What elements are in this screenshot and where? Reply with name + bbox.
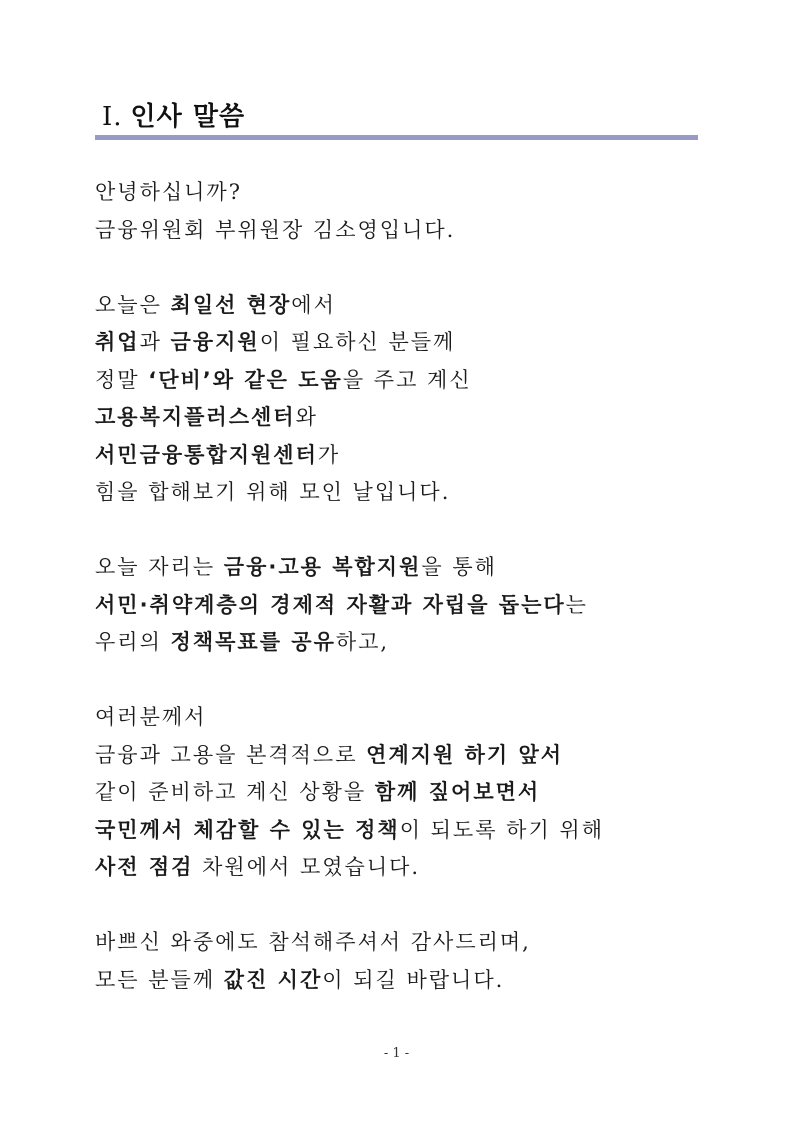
text-span: 이 되도록 하기 위해 xyxy=(399,817,605,842)
text-line xyxy=(95,437,705,475)
page-number: - 1 - xyxy=(383,1046,410,1061)
paragraph-gap xyxy=(95,887,705,925)
text-line xyxy=(95,699,705,737)
text-span: 는 xyxy=(565,592,588,617)
text-span: 금융과 고용을 본격적으로 xyxy=(95,742,367,767)
emphasis-text: 연계지원 하기 앞서 xyxy=(366,742,564,767)
text-span: 금융위원회 부위원장 김소영입니다. xyxy=(95,217,456,242)
text-span: 정말 xyxy=(95,367,149,392)
text-span: 안녕하십니까? xyxy=(95,180,242,204)
heading-underline xyxy=(95,135,698,140)
text-line xyxy=(95,362,705,400)
text-line xyxy=(95,587,705,625)
section-number: Ⅰ. xyxy=(102,102,123,132)
text-span: 하고, xyxy=(335,630,390,654)
text-span: 모든 분들께 xyxy=(95,967,224,992)
text-line xyxy=(95,474,705,512)
text-span: 와 xyxy=(295,405,318,429)
emphasis-text: 서민·취약계층의 경제적 자활과 자립을 돕는다 xyxy=(95,592,566,617)
emphasis-text: 서민금융통합지원센터 xyxy=(95,442,318,467)
section-title: 인사 말씀 xyxy=(130,102,246,132)
text-line xyxy=(95,812,705,850)
text-line xyxy=(95,399,705,437)
text-line xyxy=(95,287,705,325)
text-line xyxy=(95,212,705,250)
text-span: 힘을 합해보기 위해 모인 날입니다. xyxy=(95,480,451,504)
text-line xyxy=(95,624,705,662)
emphasis-text: 국민께서 체감할 수 있는 정책 xyxy=(95,817,400,842)
emphasis-text: 함께 짚어보면서 xyxy=(374,780,541,804)
section-heading xyxy=(102,96,245,133)
text-span: 에서 xyxy=(291,292,336,317)
text-span: 우리의 xyxy=(95,630,171,654)
emphasis-text: 최일선 현장 xyxy=(170,292,292,317)
paragraph-gap xyxy=(95,249,705,287)
text-line xyxy=(95,962,705,1000)
text-line xyxy=(95,324,705,362)
text-line xyxy=(95,737,705,775)
emphasis-text: 값진 시간 xyxy=(223,967,323,992)
emphasis-text: 사전 점검 xyxy=(95,855,194,879)
text-line xyxy=(95,849,705,887)
text-span: 을 주고 계신 xyxy=(342,367,472,392)
speech-body xyxy=(95,174,705,999)
emphasis-text: 정책목표를 공유 xyxy=(170,630,336,654)
paragraph-gap xyxy=(95,662,705,700)
text-line xyxy=(95,774,705,812)
text-span: 이 필요하신 분들께 xyxy=(259,330,456,354)
text-span: 이 되길 바랍니다. xyxy=(322,967,505,992)
paragraph-gap xyxy=(95,512,705,550)
text-span: 가 xyxy=(317,442,341,467)
text-span: 을 통해 xyxy=(421,555,497,579)
text-span: 오늘은 xyxy=(95,292,171,317)
text-line xyxy=(95,549,705,587)
text-span: 과 xyxy=(139,330,171,354)
text-span: 같이 준비하고 계신 상황을 xyxy=(95,780,375,804)
text-span: 여러분께서 xyxy=(95,705,207,729)
text-span: 오늘 자리는 xyxy=(95,555,224,579)
emphasis-text: ‘단비’와 같은 도움 xyxy=(148,367,343,392)
text-span: 차원에서 모였습니다. xyxy=(193,855,421,879)
text-line xyxy=(95,924,705,962)
emphasis-text: 금융지원 xyxy=(170,330,260,354)
emphasis-text: 고용복지플러스센터 xyxy=(95,405,296,429)
emphasis-text: 금융·고용 복합지원 xyxy=(223,555,422,579)
text-line xyxy=(95,174,705,212)
text-span: 바쁘신 와중에도 참석해주셔서 감사드리며, xyxy=(95,930,531,954)
emphasis-text: 취업 xyxy=(95,330,140,354)
